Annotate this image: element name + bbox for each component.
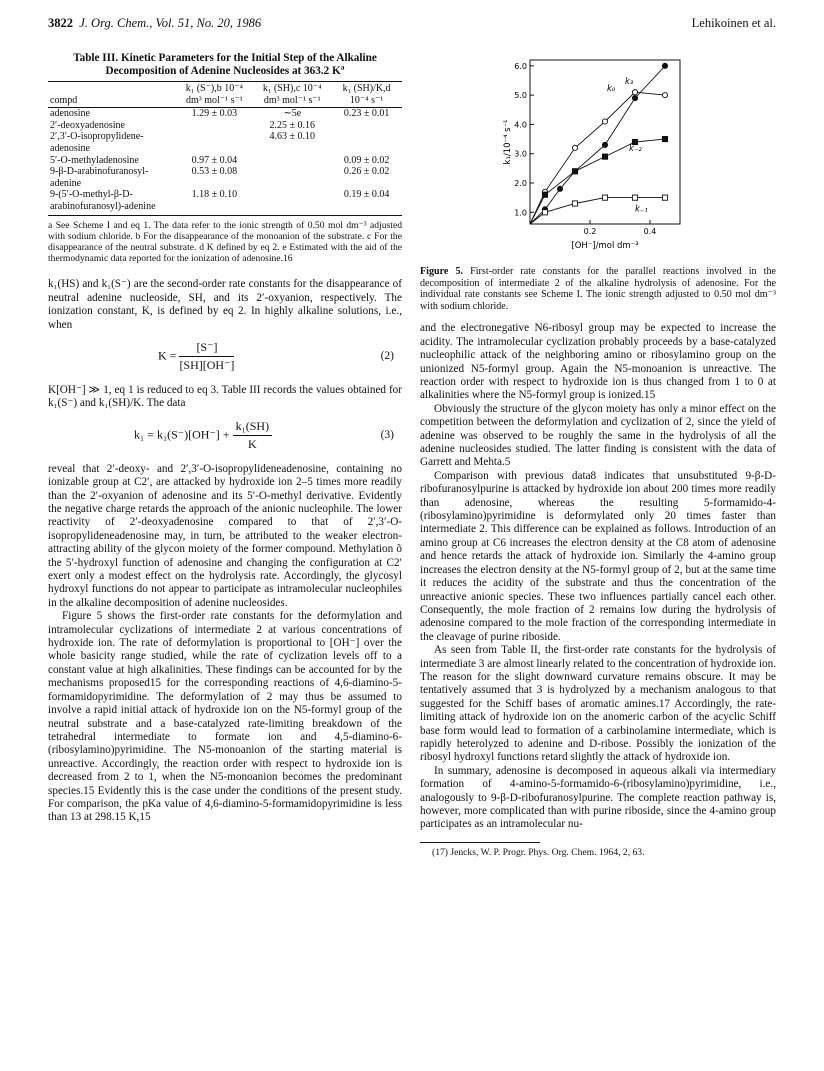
eq3-fraction: [233, 419, 273, 452]
paragraph-right-2: Obviously the structure of the glycon moiety has only a minor effect on the competition between the deformylation and cyclization of 2, since the yield of adenine was observed to be roughly the same in the hydrolysis of all the adenine nucleosides studied. The latter finding is consistent with the data of Garrett and Mehta.5: [420, 402, 776, 469]
cell-value: 4.63 ± 0.10: [269, 131, 315, 143]
cell-value: 0.26 ± 0.02: [343, 166, 390, 178]
cell-compound: 2′,3′-O-isopropylidene-adenosine: [50, 131, 144, 154]
y-tick-label: 4.0: [514, 120, 527, 130]
reference-rule: [420, 842, 540, 843]
equation-3: [48, 417, 402, 457]
figure-5-label: Figure 5.: [420, 266, 464, 277]
eq2-fraction: [179, 340, 234, 373]
data-point: [602, 195, 607, 200]
cell-compound: 2′-deoxyadenosine: [50, 119, 125, 131]
cell-value: 0.53 ± 0.08: [191, 166, 238, 178]
table-row: [48, 108, 402, 120]
paragraph-right-4: As seen from Table II, the first-order rate constants for the hydrolysis of intermediate 3 are almost linearly related to the concentration of hydroxide ion. The reason for the slight downward curvature remains obscure. It may be tentatively assumed that 3 is hydrolyzed by a mechanism analogous to that suggested for the Schiff bases of aromatic amines.17 Accordingly, the rate-limiting attack of hydroxide ion on the anomeric carbon of the acyclic Schiff base form would lead to formation of a carbinolamine intermediate, which is rapidly heterolyzed to adenine and D-ribose. Possibly the ionization of the ribosyl hydroxyl functions retard slightly the attack of hydroxide ion.: [420, 644, 776, 764]
table-title-text: Table III. Kinetic Parameters for the Initial Step of the Alkaline Decomposition of Adenine Nucleosides at 363.2 K: [73, 52, 377, 77]
eq2-numerator: [S⁻]: [179, 340, 234, 357]
y-tick-label: 3.0: [514, 149, 527, 159]
figure-5-caption: [420, 266, 776, 312]
cell-value: 1.29 ± 0.03: [191, 108, 238, 120]
data-point: [632, 95, 637, 100]
eq3-lhs: k₁ = k₁(S⁻)[OH⁻] +: [134, 427, 230, 442]
cell-value: 0.97 ± 0.04: [191, 154, 238, 166]
header-k1-neutral: k₁ (SH),c 10⁻⁴ dm³ mol⁻¹ s⁻¹: [253, 82, 331, 108]
cell-value: ∼5e: [283, 108, 302, 120]
data-point: [662, 63, 667, 68]
paragraph-left-2: K[OH⁻] ≫ 1, eq 1 is reduced to eq 3. Table III records the values obtained for k₁(S⁻) and k₁(SH)/K. The data: [48, 383, 402, 410]
header-compd: [48, 82, 175, 108]
data-point: [542, 210, 547, 215]
eq2-number: (2): [380, 349, 394, 362]
kinetics-table: [48, 81, 402, 216]
y-axis-label: k₁/10⁻⁴ s⁻¹: [503, 119, 513, 165]
right-column: [420, 52, 776, 858]
y-tick-label: 5.0: [514, 91, 527, 101]
y-tick-label: 1.0: [514, 208, 527, 218]
series-line: [530, 66, 665, 224]
data-point: [662, 195, 667, 200]
cell-compound: 5′-O-methyladenosine: [50, 154, 139, 166]
cell-value: [331, 120, 402, 132]
paragraph-right-5: In summary, adenosine is decomposed in aqueous alkali via intermediary formation of 4-amino-5-formamido-6-(ribosylamino)pyrimidine, i.e., analogously to 9-β-D-ribofuranosylpurine. The complete reaction pathway is, however, more complicated than with purine riboside, since the 4-amino group participates as an intramolecular nu-: [420, 764, 776, 831]
header-k1-ratio: k₁ (SH)/K,d 10⁻⁴ s⁻¹: [331, 82, 402, 108]
page-number: 3822: [48, 16, 73, 30]
data-point: [572, 145, 577, 150]
data-point: [572, 201, 577, 206]
data-point: [602, 119, 607, 124]
paragraph-left-4: Figure 5 shows the first-order rate constants for the deformylation and intramolecular cyclizations of intermediate 2 at various concentrations of hydroxide ion. The rate of deformylation is proportional to [OH⁻] over the whole basicity range studied, while the rate of cyclization levels off to a constant value at high alkalinities. These findings can be accounted for by the mechanisms proposed15 for the corresponding reactions of 4,6-diamino-5-formamidopyrimidine. The deformylation of 2 may thus be assumed to involve a rapid initial attack of hydroxide ion on the N5-formyl group of the neutral substrate and a base-catalyzed rate-limiting breakdown of the tetrahedral intermediate to formate ion and 4,5-diamino-6-(ribosylamino)pyrimidine. The N5-monoanion of the starting material is unreactive. Accordingly, the reaction order with respect to hydroxide ion is decreased from 2 to 1, when the N5-monoanion becomes the predominant species.15 Evidently this is the case under the conditions of the present study. For comparison, the pKa value of 4,6-diamino-5-formamidopyrimidine is less than 13 at 298.15 K,15: [48, 610, 402, 824]
data-point: [662, 136, 667, 141]
data-point: [662, 93, 667, 98]
data-point: [572, 169, 577, 174]
header-left: [48, 16, 261, 31]
eq3-denominator: K: [247, 436, 257, 451]
equation-2: [48, 338, 402, 378]
series-label: k₋₁: [635, 204, 648, 215]
eq3-numerator: k₁(SH): [233, 419, 273, 436]
series-label: k₀: [607, 84, 616, 95]
page-header: [48, 16, 776, 36]
table-row: [48, 120, 402, 132]
left-column: [48, 52, 402, 825]
data-point: [542, 192, 547, 197]
cell-compound: 9-β-D-arabinofuranosyl-adenine: [50, 166, 149, 189]
cell-value: 1.18 ± 0.10: [175, 189, 253, 215]
table-row: [48, 189, 402, 215]
cell-value: [253, 155, 331, 167]
y-tick-label: 2.0: [514, 179, 527, 188]
paragraph-right-3: Comparison with previous data8 indicates that unsubstituted 9-β-D-ribofuranosylpurine is attacked by hydroxide ion about 200 times more readily than adenosine, whereas the resulting 5-formamido-4-(ribosylamino)pyrimidine is deformylated only 20 times faster than intermediate 2. This difference can be explained as follows. Introduction of an amino group at C6 increases the electron density at the C8 atom of adenosine and hence retards the attack of hydroxide ion. Similarly the 4-amino group increases the electron density at the N5-formyl group of 2, but at the same time it reduces the acidity of the substrate and thus the concentration of the unreactive anionic species. These two influences partially cancel each other. Consequently, the mole fraction of 2 remains low during the hydrolysis of adenosine compared to the mole fraction of the corresponding intermediate in the cleavage of purine riboside.: [420, 469, 776, 643]
data-point: [632, 195, 637, 200]
x-tick-label: 0.4: [643, 227, 657, 236]
table-footnotes: a See Scheme I and eq 1. The data refer to the ionic strength of 0.50 mol dm⁻³ adjusted with sodium chloride. b For the disappearance of the monoanion of the substrate. c For the disappearance of the neutral substrate. d K defined by eq 2. e Estimated with the aid of the thermodynamic data reported for the ionization of adenosine.16: [48, 219, 402, 265]
cell-value: 0.19 ± 0.04: [331, 189, 402, 215]
y-tick-label: 6.0: [514, 61, 527, 71]
table-row: [48, 155, 402, 167]
cell-value: [253, 166, 331, 189]
series-label: k₋₂: [629, 144, 642, 155]
cell-value: 0.23 ± 0.01: [343, 108, 390, 120]
header-k1-anion: k₁ (S⁻),b 10⁻⁴ dm³ mol⁻¹ s⁻¹: [175, 82, 253, 108]
figure-5: [420, 52, 776, 262]
table-title: [48, 52, 402, 78]
cell-value: [253, 189, 331, 215]
table-row: [48, 131, 402, 154]
cell-compound: 9-(5′-O-methyl-β-D-arabinofuranosyl)-adenine: [48, 189, 175, 215]
table-body: [48, 108, 402, 215]
cell-value: [175, 120, 253, 132]
cell-value: 2.25 ± 0.16: [269, 119, 315, 131]
data-point: [602, 154, 607, 159]
x-tick-label: 0.2: [583, 227, 597, 236]
paragraph-right-1: and the electronegative N6-ribosyl group may be expected to increase the acidity. The intramolecular cyclization probably proceeds by a base-catalyzed nucleophilic attack of the neighboring amino or ribosylamino group on the unionized N5-formyl group. Again the N5-monoanion is unreactive. The reaction order with respect to hydroxide ion is thus changed from 1 to 0 at alkalinities where the N5-formyl group is ionized.15: [420, 322, 776, 402]
reference-17: (17) Jencks, W. P. Progr. Phys. Org. Chem. 1964, 2, 63.: [432, 846, 645, 858]
data-point: [557, 186, 562, 191]
journal-citation: J. Org. Chem., Vol. 51, No. 20, 1986: [79, 16, 262, 30]
eq2-lhs: K =: [158, 348, 177, 363]
data-point: [632, 90, 637, 95]
table-title-mark: a: [340, 62, 345, 72]
cell-value: [331, 131, 402, 154]
eq2-denominator: [SH][OH⁻]: [179, 357, 235, 372]
table-row: [48, 166, 402, 189]
x-axis-label: [OH⁻]/mol dm⁻³: [571, 241, 639, 251]
paragraph-left-1: k₁(HS) and k₁(S⁻) are the second-order rate constants for the disappearance of neutral adenine nucleoside, SH, and its 2′-oxyanion, respectively. The ionization constant, K, is defined by eq 2. In highly alkaline solutions, i.e., when: [48, 278, 402, 331]
figure-5-caption-text: First-order rate constants for the parallel reactions involved in the decomposition of intermediate 2 of the alkaline hydrolysis of adenosine. For the individual rate constants see Scheme I. The ionic strength adjusted to 0.50 mol dm⁻³ with sodium chloride.: [420, 266, 776, 312]
cell-value: [175, 131, 253, 154]
cell-compound: adenosine: [50, 108, 90, 120]
series-label: k₃: [625, 76, 634, 87]
paragraph-left-3: reveal that 2′-deoxy- and 2′,3′-O-isopropylideneadenosine, containing no ionizable group at C2′, are attacked by hydroxide ion 2–5 times more readily than the 2′-oxyanion of adenosine and its 5′-O-methyl derivative. Evidently the negative charge retards the approach of the anionic nucleophile. The lower reactivity of 2′-deoxyadenosine compared to that of 2′,3′-O-isopropylideneadenosine may, in turn, be attributed to the weaker electron-attracting ability of the glycon moiety of the former compound. Methylation õ the 5′-hydroxyl function of adenosine and changing the configuration at C2′ exert only a modest effect on the hydrolysis rate. Accordingly, the glycosyl hydroxyl functions do not appear to participate as intramolecular nucleophiles in the alkaline decomposition of adenine nucleosides.: [48, 462, 402, 609]
cell-value: 0.09 ± 0.02: [343, 154, 390, 166]
header-compd-text: compd: [50, 94, 78, 106]
header-authors: Lehikoinen et al.: [691, 16, 776, 30]
eq3-number: (3): [380, 428, 394, 441]
data-point: [602, 142, 607, 147]
figure-5-plot: [500, 52, 690, 262]
